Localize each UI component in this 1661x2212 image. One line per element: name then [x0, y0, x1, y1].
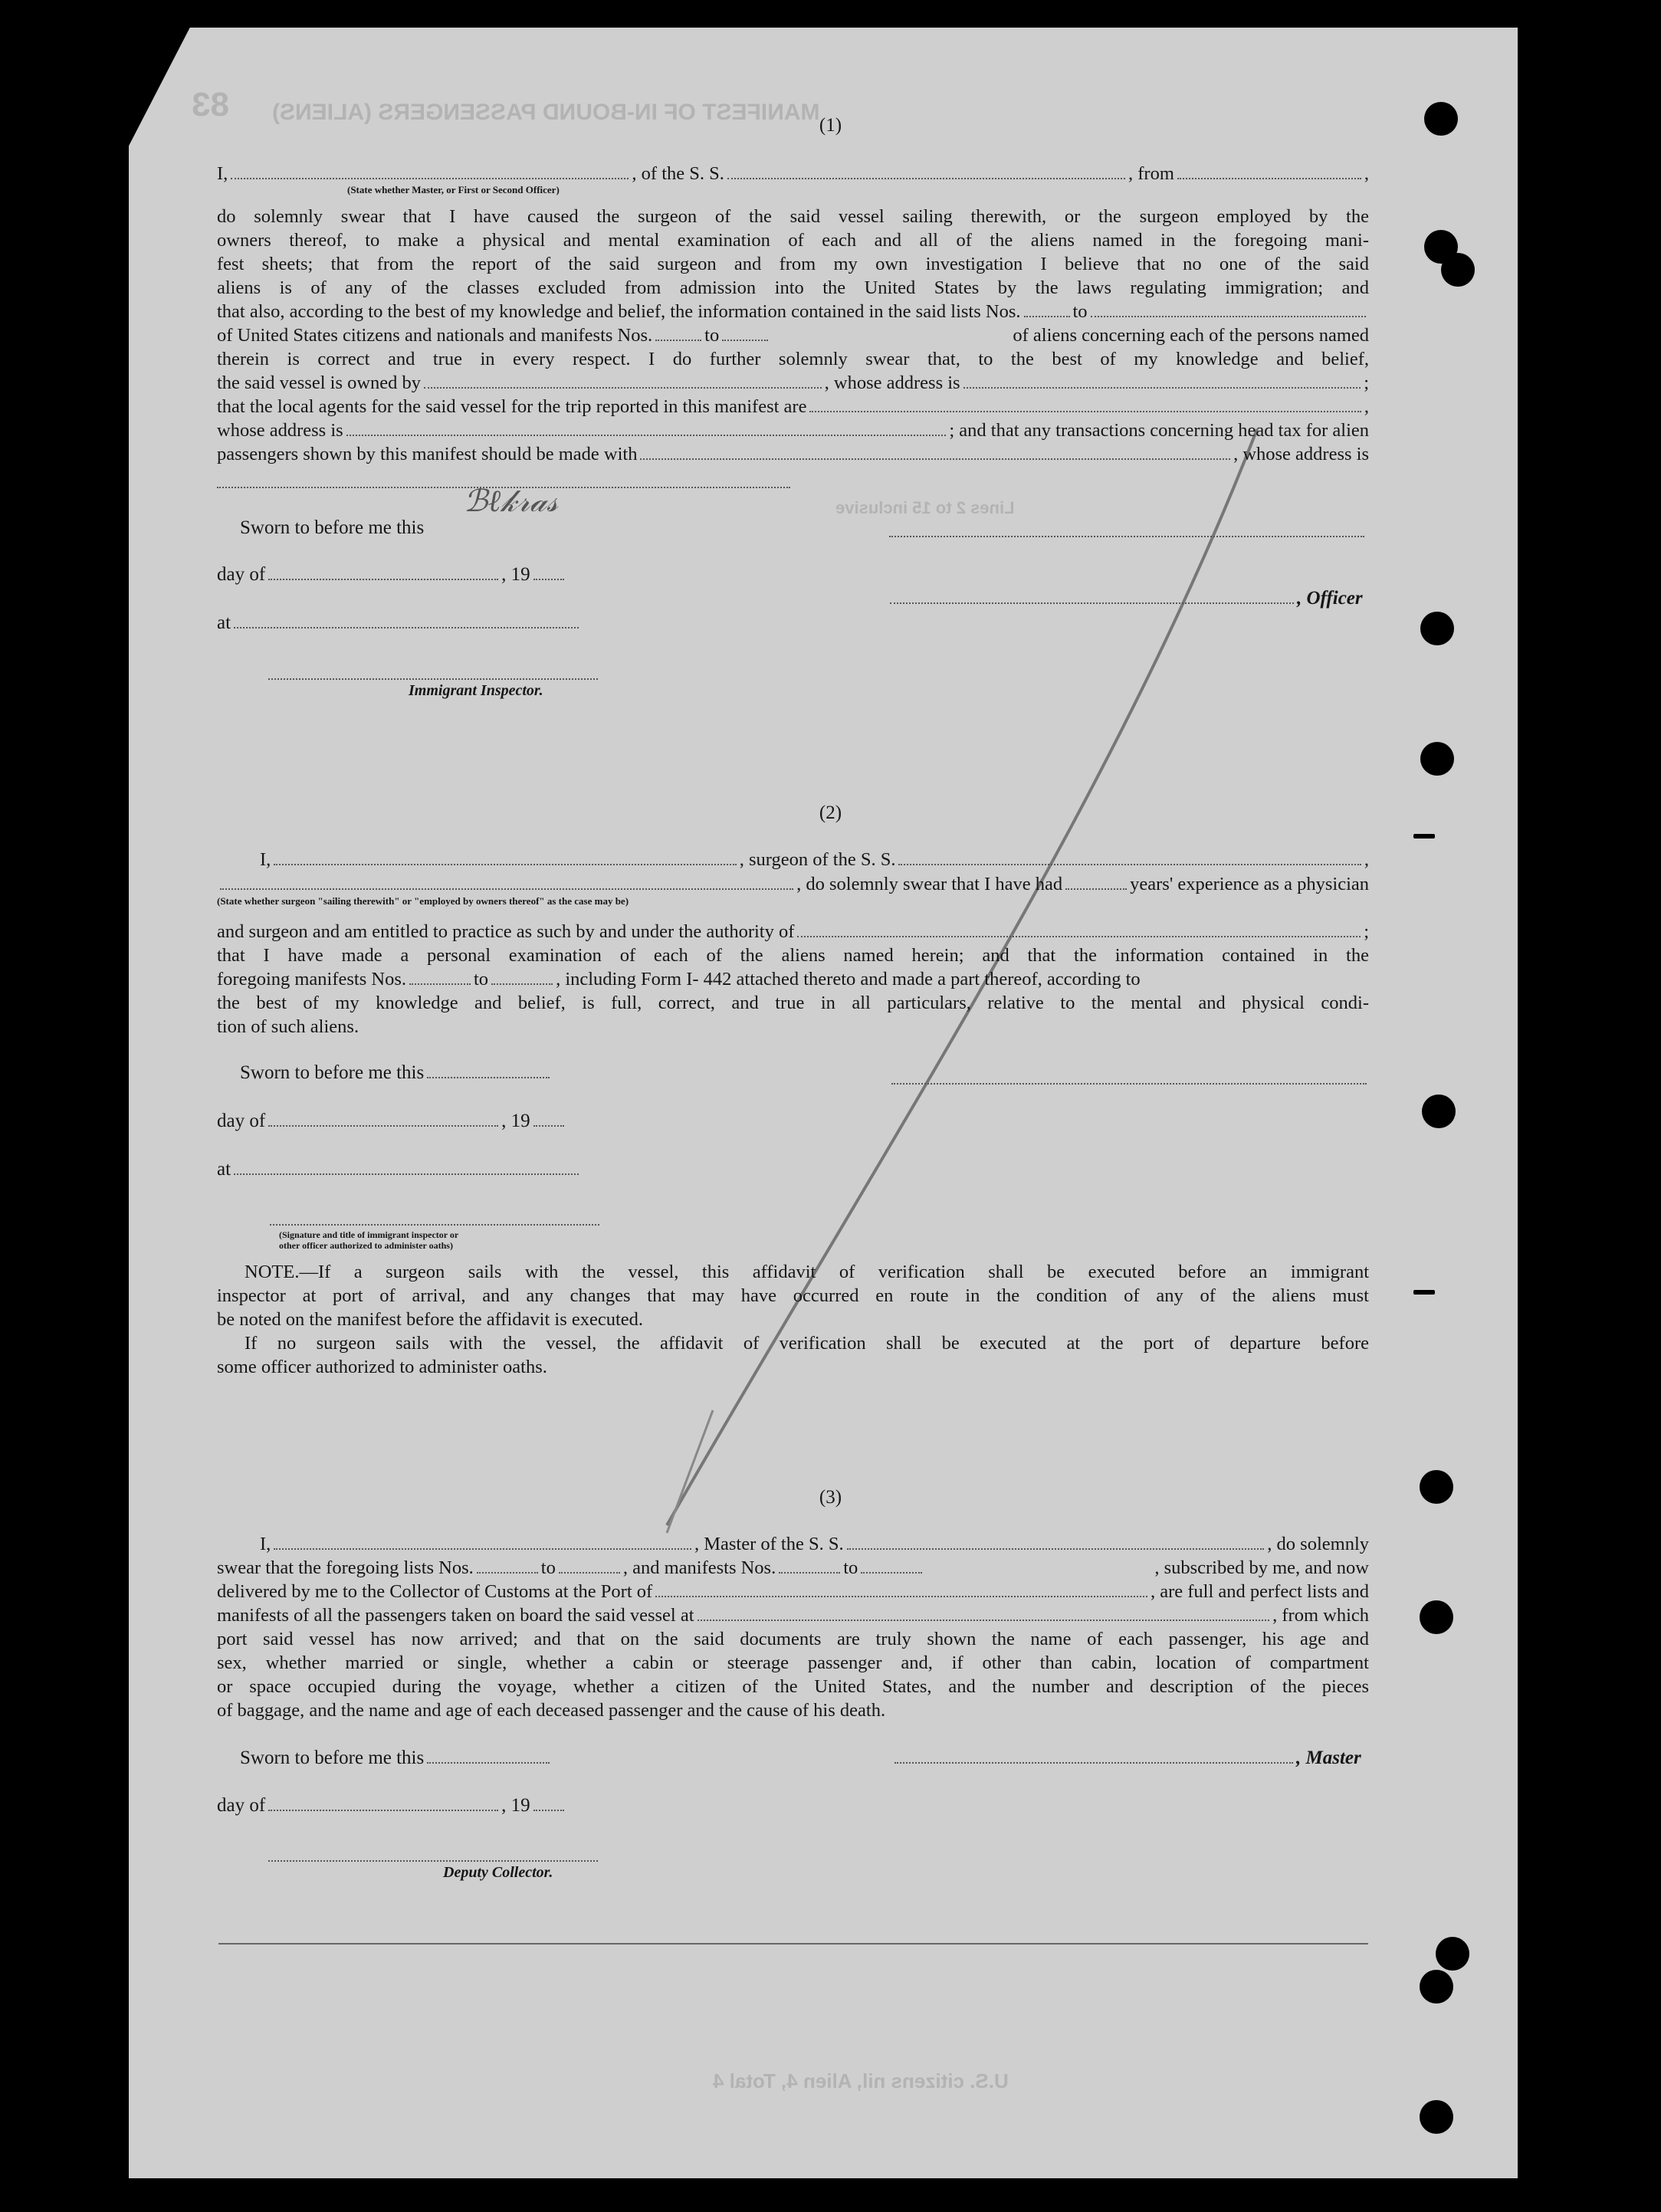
s1-owner-field[interactable]: [424, 373, 822, 389]
s1-officer-name-sign-field[interactable]: [890, 589, 1294, 604]
s2-surgeon-type-field[interactable]: [220, 875, 793, 890]
punch-hole: [1420, 1970, 1453, 2004]
s1-day-of-label: day of , 19: [217, 564, 567, 586]
s2-experience-line: , do solemnly swear that I have had years' experience as a physician: [217, 873, 1369, 896]
s1-manifest-to-field[interactable]: [722, 326, 768, 341]
s1-body-line: aliens is of any of the classes excluded from admission into the United States by the laws regulating immigration; and: [217, 277, 1369, 298]
s3-day-field[interactable]: [268, 1796, 498, 1811]
s3-body-line: port said vessel has now arrived; and that on the said documents are truly shown the name of each passenger, his age and: [217, 1629, 1369, 1649]
s1-officer-line: , Officer: [887, 588, 1363, 609]
s2-year-field[interactable]: [533, 1111, 564, 1127]
s2-sworn-field[interactable]: [427, 1063, 550, 1078]
s3-port-line: delivered by me to the Collector of Customs at the Port of , are full and perfect lists and: [217, 1581, 1369, 1602]
s1-body-line: do solemnly swear that I have caused the surgeon of the said vessel sailing therewith, or the surgeon employed by the: [217, 206, 1369, 227]
s1-body-line: owners thereof, to make a physical and mental examination of each and all of the aliens named in the foregoing mani-: [217, 230, 1369, 251]
s3-body-line: or space occupied during the voyage, whether a citizen of the United States, and the number and description of the pieces: [217, 1676, 1369, 1697]
s1-body-line: therein is correct and true in every respect. I do further solemnly swear that, to the best of my knowledge and belief,: [217, 349, 1369, 369]
s1-list-from-field[interactable]: [1024, 302, 1070, 317]
s2-signature-note: other officer authorized to administer oaths): [279, 1240, 453, 1251]
s1-officer-note: (State whether Master, or First or Second Officer): [347, 184, 560, 195]
s1-from-port-field[interactable]: [1177, 164, 1361, 179]
s3-list-to-field[interactable]: [559, 1558, 620, 1574]
s1-agents-line: that the local agents for the said vessel for the trip reported in this manifest are ,: [217, 396, 1369, 417]
s2-body-line: tion of such aliens.: [217, 1016, 359, 1037]
edge-mark: [1413, 1290, 1435, 1295]
s1-owner-address-field[interactable]: [963, 373, 1361, 389]
s1-agents-address-field[interactable]: [346, 421, 947, 436]
s1-sworn-label: Sworn to before me this: [240, 517, 425, 538]
section-2-number: (2): [819, 802, 842, 823]
s1-passengers-line: passengers shown by this manifest should be made with , whose address is: [217, 444, 1369, 464]
s1-agents-field[interactable]: [809, 397, 1361, 412]
s2-day-field[interactable]: [268, 1111, 498, 1127]
s3-body-line: of baggage, and the name and age of each deceased passenger and the cause of his death.: [217, 1700, 886, 1721]
s1-inspector-signature-field[interactable]: [268, 677, 598, 680]
s1-list-to-field[interactable]: [1091, 302, 1366, 317]
s1-day-field[interactable]: [268, 565, 498, 580]
s1-at-field[interactable]: [234, 613, 579, 628]
s2-note-line: inspector at port of arrival, and any changes that may have occurred en route in the condition of any of the aliens must: [217, 1285, 1369, 1306]
stamp-page-number: 83: [192, 86, 229, 123]
s2-surgeon-signature-field[interactable]: [891, 1081, 1367, 1085]
punch-hole: [1420, 742, 1454, 776]
s1-whose-line: whose address is ; and that any transactions concerning head tax for alien: [217, 420, 1369, 441]
s1-owned-line: the said vessel is owned by , whose address is ;: [217, 372, 1370, 393]
punch-hole: [1436, 1937, 1469, 1971]
s1-oath-line: I, , of the S. S. , from ,: [217, 163, 1370, 184]
stamp-lines: Lines 2 to 15 inclusive: [835, 498, 1015, 517]
s3-day-of-label: day of , 19: [217, 1795, 567, 1817]
s3-boarding-port-field[interactable]: [698, 1606, 1270, 1621]
s3-manifest-from-field[interactable]: [779, 1558, 840, 1574]
s2-authority-field[interactable]: [797, 922, 1361, 937]
s1-ship-name-field[interactable]: [727, 164, 1125, 179]
s2-note-line: If no surgeon sails with the vessel, the affidavit of verification shall be executed at the port of departure before: [245, 1333, 1369, 1354]
s1-head-tax-field[interactable]: [640, 445, 1230, 460]
s2-surgeon-note: (State whether surgeon "sailing therewith" or "employed by owners thereof" as the case may be): [217, 895, 629, 907]
s2-manifest-to-field[interactable]: [491, 970, 553, 985]
s3-master-line: , Master: [891, 1748, 1361, 1769]
s1-lists-line: that also, according to the best of my knowledge and belief, the information contained in the said lists Nos. to: [217, 300, 1369, 323]
section-3-number: (3): [819, 1487, 842, 1508]
s2-body-line: the best of my knowledge and belief, is full, correct, and true in all particulars, relative to the mental and physical condi-: [217, 993, 1369, 1013]
s1-citizens-line: of United States citizens and nationals and manifests Nos. to of aliens concerning each of the persons named: [217, 325, 1369, 346]
s3-master-name-field[interactable]: [274, 1534, 691, 1550]
s2-years-field[interactable]: [1065, 875, 1127, 890]
s3-master-signature-field[interactable]: [895, 1748, 1293, 1764]
s2-note-line: some officer authorized to administer oaths.: [217, 1357, 547, 1377]
s2-inspector-signature-field[interactable]: [270, 1223, 599, 1226]
s3-list-from-field[interactable]: [477, 1558, 538, 1574]
s3-boarded-line: manifests of all the passengers taken on board the said vessel at , from which: [217, 1605, 1369, 1626]
s2-surgeon-name-field[interactable]: [274, 850, 736, 865]
s1-from-label: , from: [1128, 163, 1174, 184]
s2-note-line: be noted on the manifest before the affidavit is executed.: [217, 1309, 644, 1330]
s1-manifest-from-field[interactable]: [655, 326, 701, 341]
s2-manifests-line: foregoing manifests Nos. to , including Form I- 442 attached thereto and made a part thereof, according to: [217, 969, 1141, 989]
s2-at-label: at: [217, 1159, 582, 1180]
s1-of-ss-label: , of the S. S.: [632, 163, 724, 184]
s3-sworn-field[interactable]: [427, 1748, 550, 1764]
s2-day-of-label: day of , 19: [217, 1111, 567, 1132]
s3-lists-line: swear that the foregoing lists Nos. to , and manifests Nos. to , subscribed by me, and now: [217, 1557, 1369, 1578]
s1-i-label: I,: [217, 163, 228, 184]
s3-collector-caption: Deputy Collector.: [443, 1864, 553, 1881]
s2-ship-name-field[interactable]: [898, 850, 1361, 865]
s2-note-line: NOTE.—If a surgeon sails with the vessel, this affidavit of verification shall be executed before an immigrant: [245, 1262, 1369, 1282]
s1-officer-name-field[interactable]: [231, 164, 629, 179]
s3-oath-line: I, , Master of the S. S. , do solemnly: [260, 1534, 1370, 1554]
s1-body-line: fest sheets; that from the report of the said surgeon and from my own investigation I believe that no one of the said: [217, 254, 1369, 274]
section-1-number: (1): [819, 115, 842, 136]
s1-handwritten-signature: ℬℓ𝓀𝓇𝒶𝓈: [464, 484, 558, 518]
s1-officer-signature-field[interactable]: [889, 534, 1364, 537]
stamp-footer: U.S. citizens nil, Alien 4, Total 4: [713, 2069, 1009, 2092]
s2-signature-note: (Signature and title of immigrant inspector or: [279, 1229, 459, 1240]
s2-authority-line: and surgeon and am entitled to practice as such by and under the authority of ;: [217, 921, 1369, 942]
s3-manifest-to-field[interactable]: [861, 1558, 922, 1574]
s1-at-label: at: [217, 612, 582, 634]
s3-sworn-label: Sworn to before me this: [240, 1748, 553, 1769]
punch-hole: [1420, 1600, 1453, 1634]
punch-hole: [1420, 612, 1454, 645]
punch-hole: [1420, 2100, 1453, 2134]
s3-year-field[interactable]: [533, 1796, 564, 1811]
s1-inspector-caption: Immigrant Inspector.: [409, 682, 543, 699]
s2-sworn-label: Sworn to before me this: [240, 1062, 553, 1084]
s2-manifest-from-field[interactable]: [409, 970, 471, 985]
s3-port-field[interactable]: [655, 1582, 1147, 1597]
s3-body-line: sex, whether married or single, whether a cabin or steerage passenger and, if other than cabin, location of compartment: [217, 1652, 1369, 1673]
s2-at-field[interactable]: [234, 1160, 579, 1175]
bottom-rule: [218, 1943, 1368, 1945]
stamp-header: MANIFEST OF IN-BOUND PASSENGERS (ALIENS): [272, 100, 820, 125]
punch-hole: [1422, 1095, 1456, 1128]
punch-hole: [1441, 253, 1475, 287]
edge-mark: [1413, 834, 1435, 839]
s2-oath-line: I, , surgeon of the S. S. ,: [260, 849, 1370, 870]
s3-collector-signature-field[interactable]: [268, 1859, 598, 1862]
s2-body-line: that I have made a personal examination of each of the aliens named herein; and that the information contained in the: [217, 945, 1369, 966]
s1-year-field[interactable]: [533, 565, 564, 580]
s3-ship-name-field[interactable]: [847, 1534, 1265, 1550]
